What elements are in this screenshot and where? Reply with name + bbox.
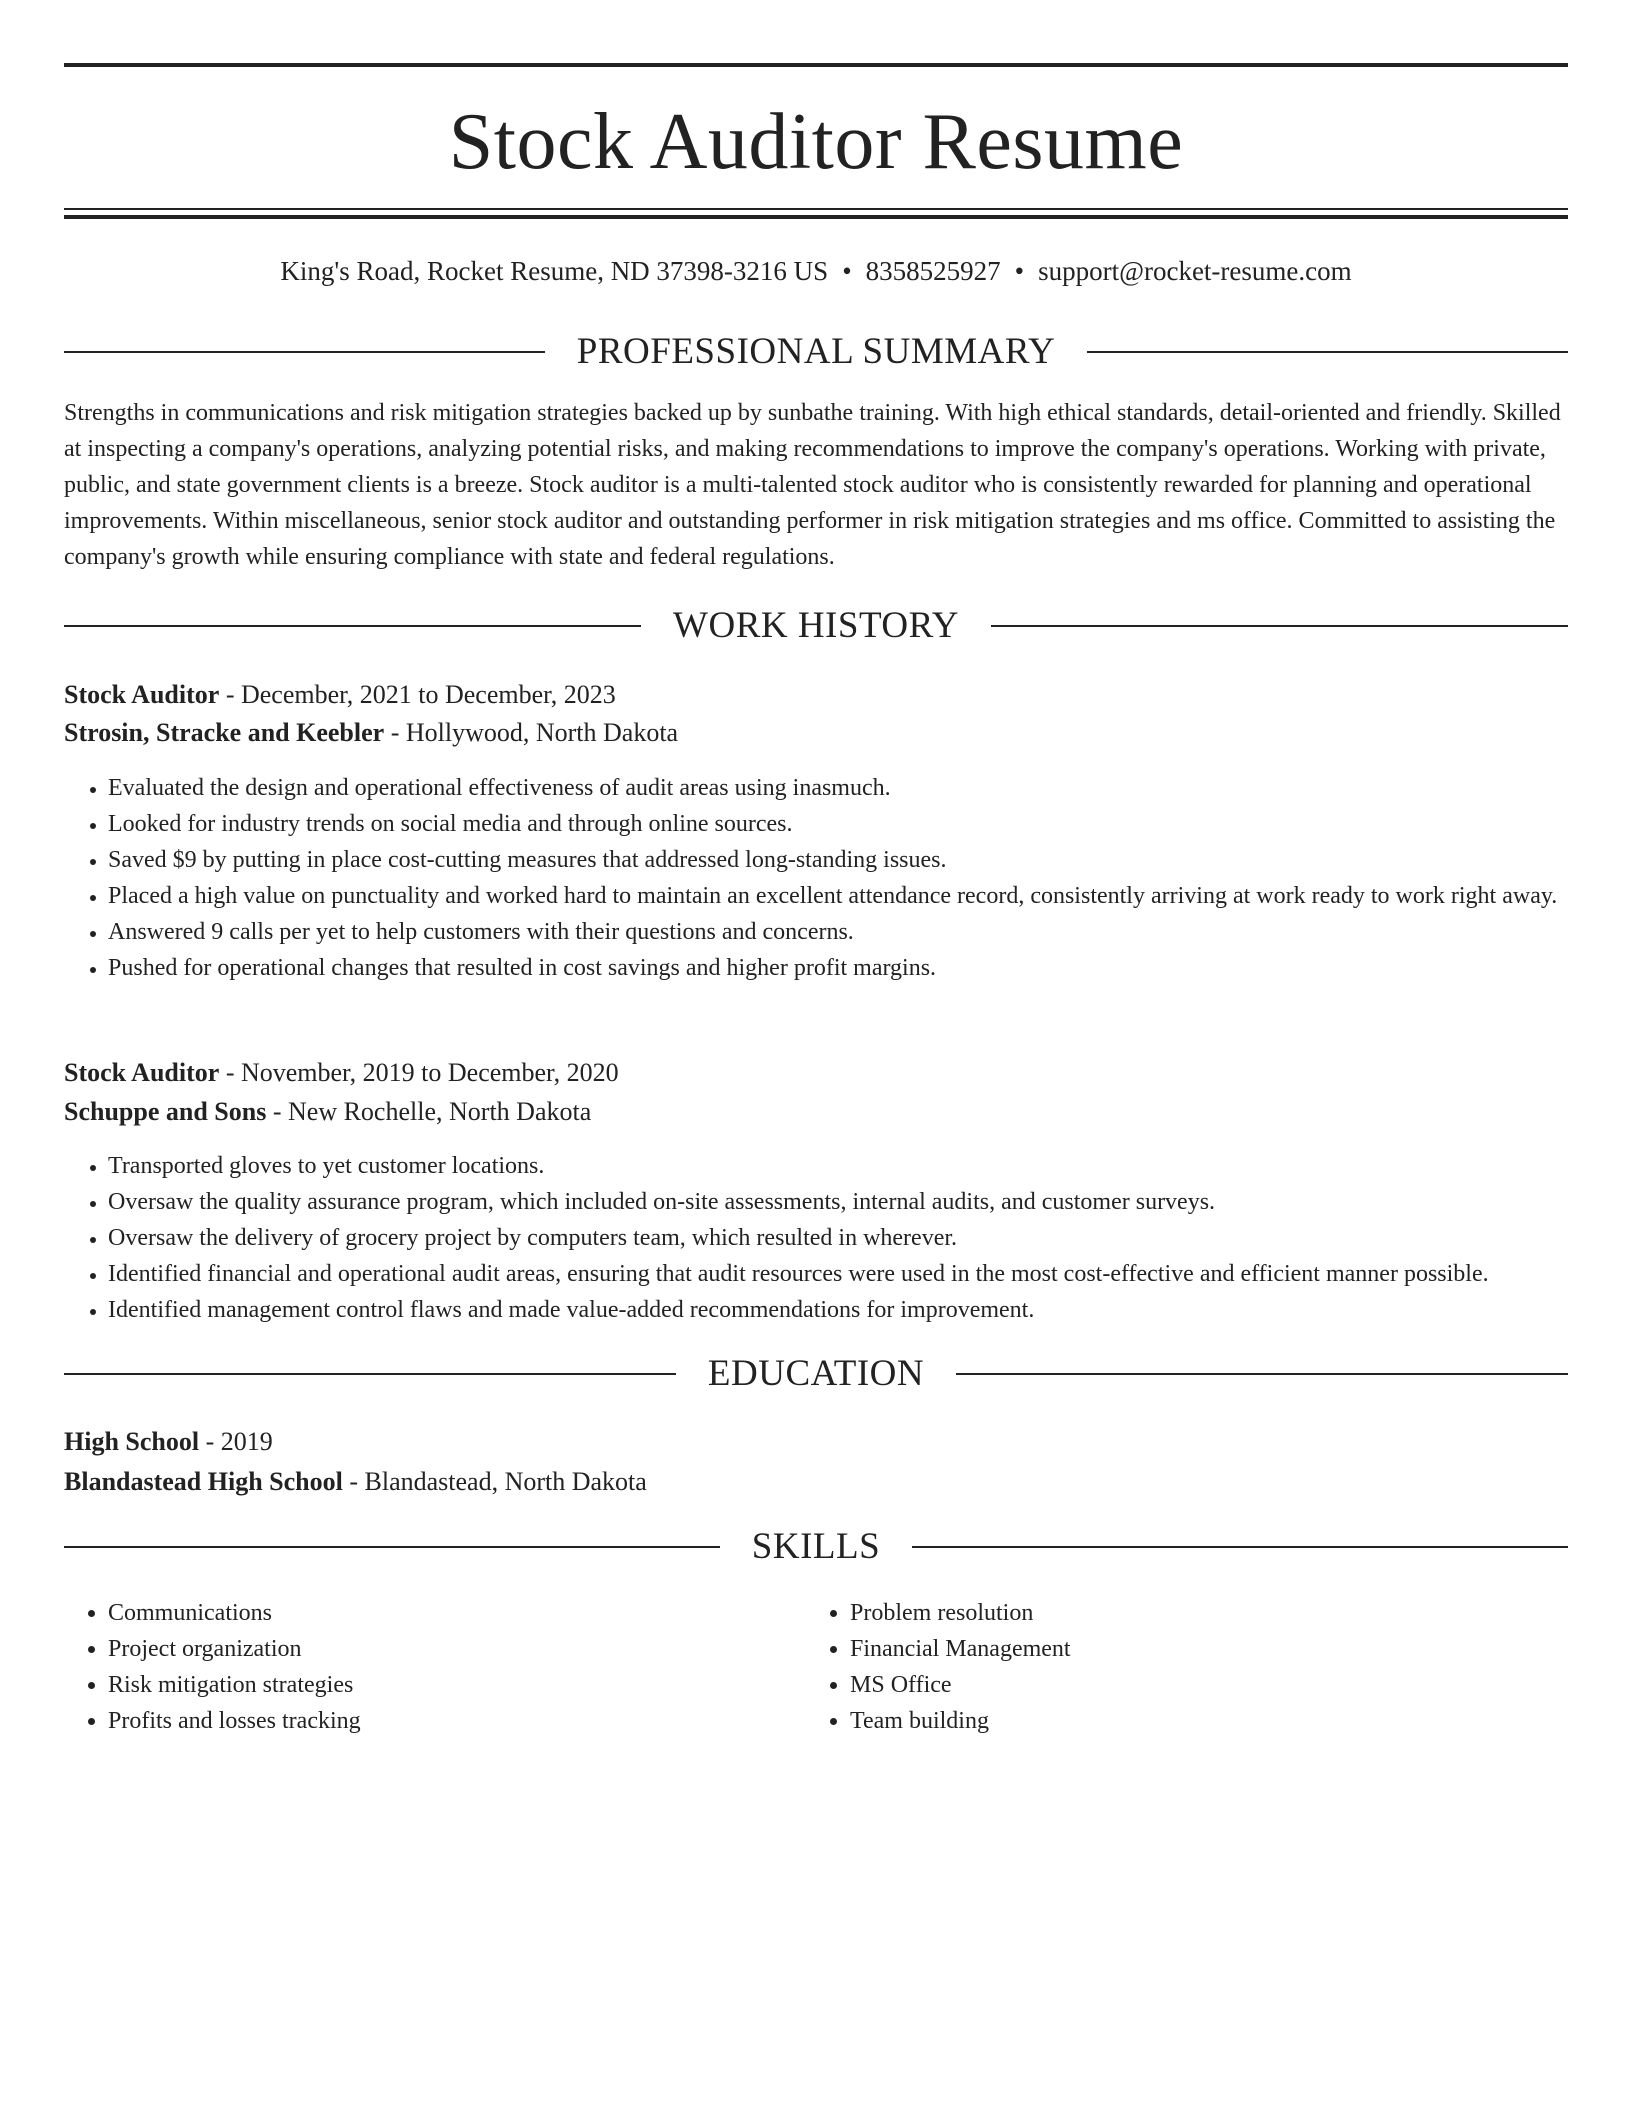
skill-item: • Profits and losses tracking — [108, 1703, 808, 1739]
skill-item: • Communications — [108, 1595, 808, 1631]
list-item: • Transported gloves to yet customer locations. — [108, 1148, 1568, 1184]
heading-rule — [991, 625, 1568, 627]
contact-separator: • — [1014, 256, 1025, 286]
list-item: • Answered 9 calls per yet to help customers with their questions and concerns. — [108, 914, 1568, 950]
job-location: - New Rochelle, North Dakota — [266, 1097, 592, 1126]
skills-list-right — [806, 1595, 1550, 1739]
job-company: Strosin, Stracke and Keebler — [64, 718, 385, 747]
section-heading-skills — [64, 1525, 1568, 1569]
heading-rule — [64, 1546, 720, 1548]
list-item: • Identified management control flaws and made value-added recommendations for improvement. — [108, 1292, 1568, 1328]
job-title: Stock Auditor — [64, 1058, 220, 1087]
top-rule — [64, 63, 1568, 67]
job-title-line — [64, 1054, 1568, 1092]
job-title: Stock Auditor — [64, 680, 220, 709]
contact-email: support@rocket-resume.com — [1038, 256, 1352, 286]
job-dates: - December, 2021 to December, 2023 — [219, 680, 616, 709]
title-double-rule — [64, 208, 1568, 219]
list-item: • Oversaw the quality assurance program, which included on-site assessments, internal audits, and customer surveys. — [108, 1184, 1568, 1220]
education-year: - 2019 — [199, 1427, 273, 1456]
job-location: - Hollywood, North Dakota — [384, 718, 679, 747]
list-item: • Identified financial and operational audit areas, ensuring that audit resources were used in the most cost-effective and efficient manner possible. — [108, 1256, 1568, 1292]
list-item: • Looked for industry trends on social media and through online sources. — [108, 806, 1568, 842]
education-location: - Blandastead, North Dakota — [342, 1467, 647, 1496]
resume-title: Stock Auditor Resume — [448, 98, 1184, 186]
job-bullet-list — [64, 770, 1568, 986]
list-item: • Placed a high value on punctuality and worked hard to maintain an excellent attendance record, consistently arriving at work ready to work right away. — [108, 878, 1568, 914]
contact-separator: • — [842, 256, 852, 286]
education-degree: High School — [64, 1427, 200, 1456]
contact-phone: 8358525927 — [865, 256, 1001, 286]
education-school-line — [64, 1463, 1568, 1501]
heading-rule — [956, 1373, 1568, 1375]
job-company: Schuppe and Sons — [64, 1097, 267, 1126]
list-item: • Pushed for operational changes that resulted in cost savings and higher profit margins. — [108, 950, 1568, 986]
job-dates: - November, 2019 to December, 2020 — [219, 1058, 619, 1087]
list-item: • Oversaw the delivery of grocery project by computers team, which resulted in wherever. — [108, 1220, 1568, 1256]
education-degree-line — [64, 1423, 1568, 1461]
list-item: • Saved $9 by putting in place cost-cutting measures that addressed long-standing issues. — [108, 842, 1568, 878]
section-title: SKILLS — [751, 1526, 881, 1567]
heading-rule — [912, 1546, 1568, 1548]
list-item: • Evaluated the design and operational effectiveness of audit areas using inasmuch. — [108, 770, 1568, 806]
job-company-line — [64, 714, 1568, 752]
skills-list-left — [64, 1595, 808, 1739]
heading-rule — [1087, 351, 1568, 353]
job-company-line — [64, 1093, 1568, 1131]
section-heading-summary — [64, 330, 1568, 374]
skill-item: • Risk mitigation strategies — [108, 1667, 808, 1703]
skill-item: • Team building — [850, 1703, 1550, 1739]
heading-rule — [64, 351, 545, 353]
section-heading-education — [64, 1352, 1568, 1396]
section-title: WORK HISTORY — [673, 605, 959, 646]
skill-item: • Problem resolution — [850, 1595, 1550, 1631]
heading-rule — [64, 625, 641, 627]
summary-paragraph: Strengths in communications and risk mitigation strategies backed up by sunbathe training. With high ethical standards, detail-oriented and friendly. Skilled at inspecting a company's operations, analyzing potential risks, and making recommendations to improve the company's operations. Working with private, public, and state government clients is a breeze. Stock auditor is a multi-talented stock auditor who is consistently rewarded for planning and operational improvements. Within miscellaneous, senior stock auditor and outstanding performer in risk mitigation strategies and ms office. Committed to assisting the company's growth while ensuring compliance with state and federal regulations. — [64, 400, 1561, 570]
section-title: EDUCATION — [707, 1353, 925, 1394]
contact-address: King's Road, Rocket Resume, ND 37398-3216 US — [280, 256, 829, 286]
skill-item: • Financial Management — [850, 1631, 1550, 1667]
job-bullet-list — [64, 1148, 1568, 1328]
section-title: PROFESSIONAL SUMMARY — [576, 331, 1056, 372]
contact-line — [64, 253, 1568, 289]
section-heading-work-history — [64, 604, 1568, 648]
education-school: Blandastead High School — [64, 1467, 343, 1496]
heading-rule — [64, 1373, 676, 1375]
skill-item: • MS Office — [850, 1667, 1550, 1703]
skill-item: • Project organization — [108, 1631, 808, 1667]
job-title-line — [64, 676, 1568, 714]
